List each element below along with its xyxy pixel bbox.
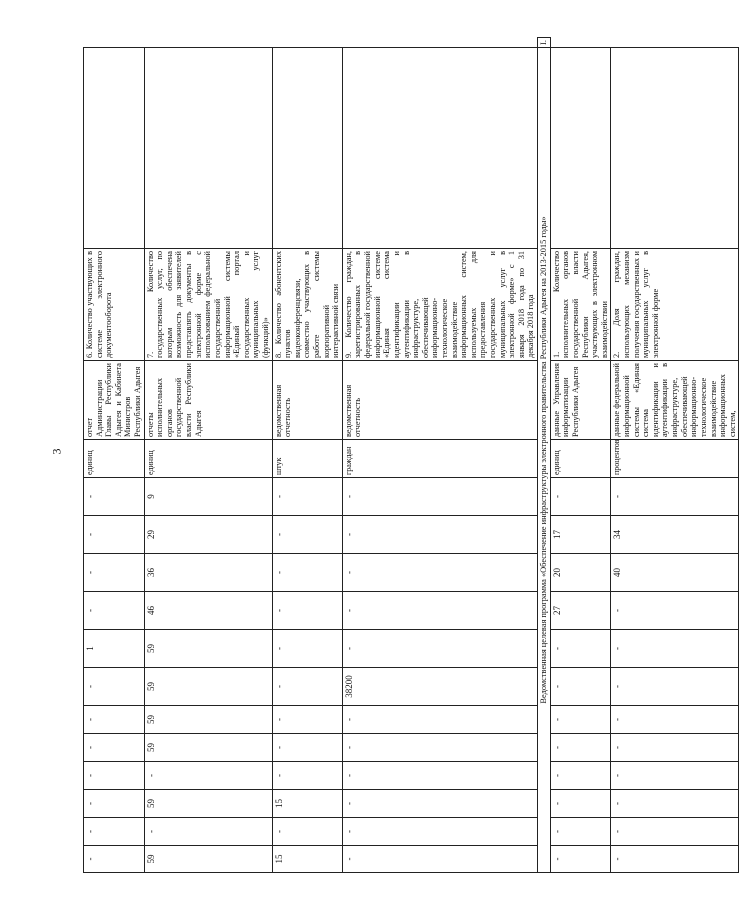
value-cell: 46 [144, 592, 272, 630]
value-cell: 59 [144, 630, 272, 668]
value-cell: - [84, 846, 145, 873]
unit-cell: граждан [342, 440, 537, 478]
unit-cell: единиц [550, 440, 611, 478]
value-cell: - [550, 706, 611, 734]
page-number: 3 [49, 448, 64, 455]
value-cell: - [272, 668, 342, 706]
indicator-name-cell: 7. Количество государственных услуг, по которым обеспечена возможность для заявителей представлять документы в электронной форме с использованием федеральной государственной информационной системы «Единый портал государственных и муниципальных услуг (функций)» [144, 249, 272, 361]
value-cell: - [611, 706, 739, 734]
value-cell: - [342, 554, 537, 592]
indicator-name-cell: 1. Количество исполнительных органов государственной власти Республики Адыгея, участвующих в электронном взаимодействии [550, 249, 611, 361]
source-cell: данные Управления информатизации Республики Адыгея [550, 361, 611, 440]
value-cell: - [272, 734, 342, 762]
value-cell: - [342, 478, 537, 516]
value-cell: - [611, 790, 739, 818]
value-cell: - [84, 478, 145, 516]
value-cell: - [272, 762, 342, 790]
source-cell: отчет Администрации Главы Республики Адыгея и Кабинета Министров Республики Адыгея [84, 361, 145, 440]
unit-cell: процентов [611, 440, 739, 478]
number-gutter-cell [611, 48, 739, 249]
value-cell: - [550, 762, 611, 790]
value-cell: - [272, 818, 342, 846]
value-cell: 36 [144, 554, 272, 592]
value-cell: 9 [144, 478, 272, 516]
value-cell: - [550, 630, 611, 668]
value-cell: - [84, 818, 145, 846]
value-cell: - [272, 554, 342, 592]
value-cell: - [342, 818, 537, 846]
value-cell: - [272, 478, 342, 516]
value-cell: - [84, 762, 145, 790]
number-gutter-cell [550, 48, 611, 249]
value-cell: - [84, 592, 145, 630]
value-cell: - [342, 790, 537, 818]
value-cell: 59 [144, 790, 272, 818]
value-cell: - [550, 668, 611, 706]
value-cell: 15 [272, 790, 342, 818]
unit-cell: единиц [84, 440, 145, 478]
value-cell: 59 [144, 668, 272, 706]
source-cell: ведомственная отчетность [272, 361, 342, 440]
value-cell: - [272, 516, 342, 554]
value-cell: 59 [144, 734, 272, 762]
value-cell: 59 [144, 706, 272, 734]
value-cell: - [611, 846, 739, 873]
unit-cell: единиц [144, 440, 272, 478]
value-cell: - [342, 846, 537, 873]
value-cell: - [611, 630, 739, 668]
value-cell: 34 [611, 516, 739, 554]
value-cell: - [342, 706, 537, 734]
number-gutter-cell [342, 48, 537, 249]
value-cell: - [84, 668, 145, 706]
value-cell: 1 [84, 630, 145, 668]
indicator-name-cell: 6. Количество участвующих в системе электронного документооборота [84, 249, 145, 361]
section-number: I. [538, 38, 551, 48]
number-gutter-cell [84, 48, 145, 249]
value-cell: 20 [550, 554, 611, 592]
table-row [84, 38, 145, 873]
section-title: Ведомственная целевая программа «Обеспечение инфраструктуры электронного правительства Республики Адыгея на 2013-2015 годы» [538, 48, 551, 873]
value-cell: - [342, 630, 537, 668]
source-cell: данные федеральной информационной системы «Единая система идентификации и аутентификации в инфраструктуре, обеспечивающей информационно-технологическое взаимодействие информационных систем, [611, 361, 739, 440]
value-cell: 40 [611, 554, 739, 592]
value-cell: - [550, 790, 611, 818]
table-row [144, 38, 272, 873]
indicator-name-cell: 9. Количество граждан, зарегистрированных в федеральной государственной информационной системе «Единая система идентификации и аутентификации в инфраструктуре, обеспечивающей информационно-технологическое взаимодействие информационных систем, используемых для предоставления государственных и муниципальных услуг в электронной форме» с 1 января 2018 года по 31 декабря 2018 года [342, 249, 537, 361]
value-cell: 17 [550, 516, 611, 554]
value-cell: - [611, 762, 739, 790]
value-cell: - [611, 592, 739, 630]
value-cell: - [550, 478, 611, 516]
value-cell: - [550, 818, 611, 846]
value-cell: - [611, 734, 739, 762]
value-cell: - [342, 592, 537, 630]
value-cell: - [272, 630, 342, 668]
value-cell: - [84, 790, 145, 818]
value-cell: 29 [144, 516, 272, 554]
indicator-name-cell: 2. Доля граждан, использующих механизм получения государственных и муниципальных услуг в электронной форме [611, 249, 739, 361]
unit-cell: штук [272, 440, 342, 478]
section-row [538, 38, 551, 873]
value-cell: - [272, 592, 342, 630]
indicator-name-cell: 8. Количество абонентских пунктов видеоконференцсвязи, совместно участвующих в работе системы корпоративной интерактивной связи [272, 249, 342, 361]
table-row [550, 38, 611, 873]
value-cell: - [342, 762, 537, 790]
source-cell: отчеты исполнительных органов государственной власти Республики Адыгея [144, 361, 272, 440]
number-gutter-cell [272, 48, 342, 249]
value-cell: - [144, 762, 272, 790]
value-cell: - [550, 846, 611, 873]
value-cell: - [550, 734, 611, 762]
table-row [272, 38, 342, 873]
value-cell: 15 [272, 846, 342, 873]
value-cell: 38200 [342, 668, 537, 706]
value-cell: - [611, 818, 739, 846]
value-cell: 27 [550, 592, 611, 630]
value-cell: 59 [144, 846, 272, 873]
table-row [342, 38, 537, 873]
value-cell: - [272, 706, 342, 734]
indicators-table [83, 37, 739, 873]
value-cell: - [84, 706, 145, 734]
source-cell: ведомственная отчетность [342, 361, 537, 440]
table-row [611, 38, 739, 873]
value-cell: - [342, 734, 537, 762]
value-cell: - [84, 554, 145, 592]
value-cell: - [342, 516, 537, 554]
value-cell: - [84, 516, 145, 554]
value-cell: - [611, 478, 739, 516]
value-cell: - [144, 818, 272, 846]
rotated-table-sheet [83, 38, 737, 873]
value-cell: - [84, 734, 145, 762]
number-gutter-cell [144, 48, 272, 249]
value-cell: - [611, 668, 739, 706]
